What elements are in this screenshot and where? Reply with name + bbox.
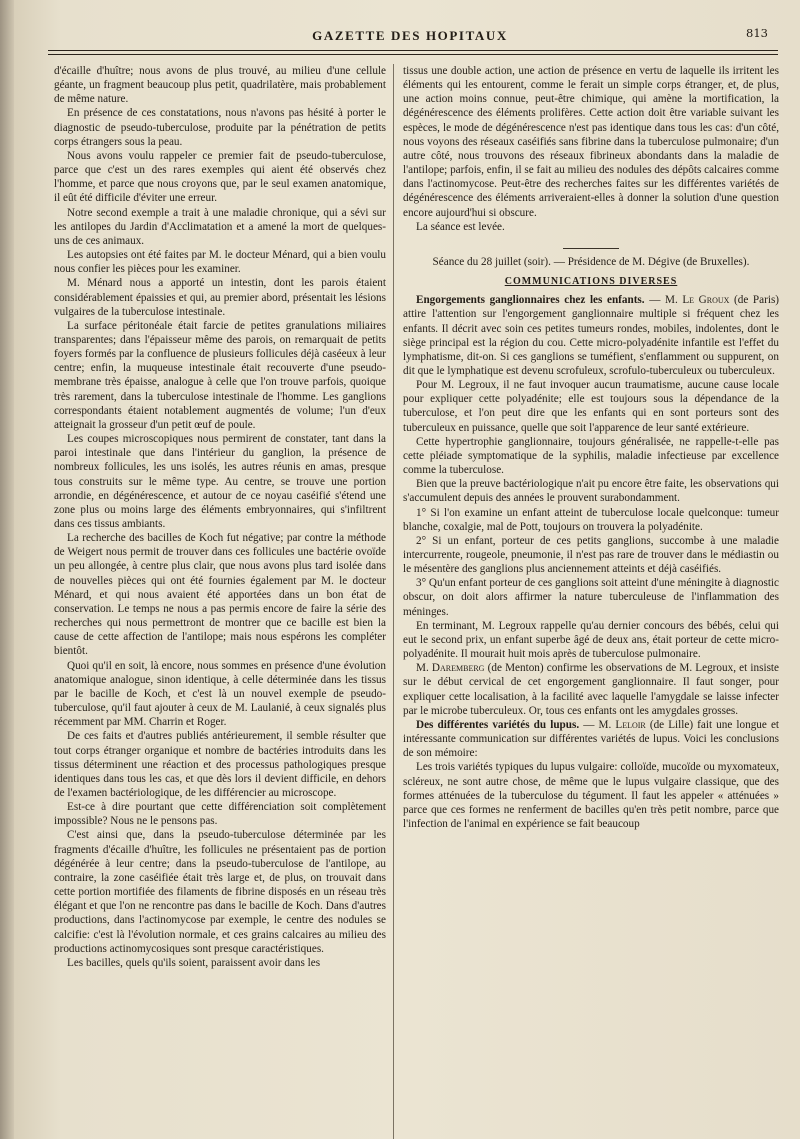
communication-item bbox=[403, 718, 779, 760]
paragraph: Est-ce à dire pourtant que cette différenciation soit complètement impossible? Nous ne le pensons pas. bbox=[54, 801, 386, 828]
journal-title: GAZETTE DES HOPITAUX bbox=[312, 28, 508, 43]
paragraph: Bien que la preuve bactériologique n'ait pu encore être faite, les observations qui s'accumulent depuis des années le prouvent surabondamment. bbox=[403, 478, 779, 505]
item-author: — M. Le Groux bbox=[649, 294, 730, 307]
paragraph: 3° Qu'un enfant porteur de ces ganglions soit atteint d'une méningite à diagnostic obscur, on doit alors affirmer la nature tuberculeuse de l'inflammation des méninges. bbox=[403, 577, 779, 618]
left-column bbox=[54, 64, 386, 1139]
header-rule-top bbox=[48, 50, 778, 51]
paragraph: C'est ainsi que, dans la pseudo-tuberculose déterminée par les fragments d'écaille d'huître, les follicules ne présentaient pas de portion dégénérée à leur centre; dans la pseudo-tuberculose de l'antilope, au contraire, la zone caséifiée était très large et, de plus, on trouvait dans cette portion mortifiée des filaments de fibrine disposés en un réseau très élégant et que l'on ne rencontre pas dans le bacille de Koch. Dans d'autres productions, dans l'actinomycose par exemple, le centre des nodules se calcifie: c'est là l'évolution normale, et ces grains calcaires au milieu des productions actinomycosiques sont presque caractéristiques. bbox=[54, 829, 386, 955]
paragraph: Cette hypertrophie ganglionnaire, toujours généralisée, ne rappelle-t-elle pas cette pléiade symptomatique de la syphilis, maladie infectieuse par excellence comme la tuberculose. bbox=[403, 435, 779, 477]
paragraph: En présence de ces constatations, nous n'avons pas hésité à porter le diagnostic de pseudo-tuberculose, produite par la pénétration de petits corps étrangers sous la peau. bbox=[54, 107, 386, 148]
item-author: — M. Leloir bbox=[583, 718, 646, 731]
paragraph: tissus une double action, une action de présence en vertu de laquelle ils irritent les éléments qui les entourent, comme le ferait un simple corps étranger, et, de plus, une action moins connue, peut-être chimique, qui amène la mortification, la dégénérescence des éléments prolifères. Cette action doit être variable suivant les espèces, le mode de dégénérescence n'est pas identique dans tous les cas: d'un côté, nous voyons des réseaux caséifiés sans fibrine dans la tuberculose pulmonaire; d'un autre côté, nous trouvons des réseaux fibrineux abondants dans la maladie de l'antilope; parfois, enfin, il se fait au milieu des nodules des dépôts calcaires comme dans l'actinomycose. Peut-être des recherches faites sur les différentes variétés de dégénérescence des éléments arriveraient-elles à donner la solution d'une question encore aujourd'hui si obscure. bbox=[403, 65, 779, 219]
page-binding-shadow bbox=[0, 0, 14, 1139]
paragraph: M. Ménard nous a apporté un intestin, dont les parois étaient considérablement épaissies et qui, au premier abord, présentait les lésions vulgaires de la tuberculose intestinale. bbox=[54, 277, 386, 318]
paragraph: 2° Si un enfant, porteur de ces petits ganglions, succombe à une maladie intercurrente, rougeole, pneumonie, il n'est pas rare de trouver dans le médiastin ou le mésentère des ganglions plus anciennement atteints et déjà caséifiés. bbox=[403, 534, 779, 576]
item-title: Engorgements ganglionnaires chez les enfants. bbox=[416, 294, 645, 307]
header-rule-bottom bbox=[48, 54, 778, 55]
paragraph: d'écaille d'huître; nous avons de plus trouvé, au milieu d'une cellule géante, un fragment beaucoup plus petit, quadrilatère, mais probablement de même nature. bbox=[54, 65, 386, 106]
communication-item bbox=[403, 293, 779, 378]
sitting-line: Séance du 28 juillet (soir). — Présidence de M. Dégive (de Bruxelles). bbox=[432, 255, 750, 268]
paragraph bbox=[403, 661, 779, 718]
paragraph: Les trois variétés typiques du lupus vulgaire: colloïde, mucoïde ou myxomateux, scléreux, ne sont autre chose, de même que le lupus vulgaire classique, que des formes atténuées de la tuberculose du tégument. Il faut les appeler « atténuées » parce que ces formes ne renferment de bacilles qu'en très petit nombre, parce que l'infection de l'animal en expérience se fait beaucoup bbox=[403, 761, 779, 830]
item-text: (de Paris) attire l'attention sur l'engorgement ganglionnaire multiple si fréquent chez les enfants. Il décrit avec soin ces petites tumeurs rondes, mobiles, indolentes, dont le siège principal est la région du cou. Cette micro-polyadénite infantile est l'effet du lymphatisme, dit-on. Si ces ganglions se tuméfient, s'enflamment ou suppurent, on dit que le lymphatique est devenu scrofuleux, scrofulo-tuberculeux ou tuberculeux. bbox=[403, 294, 779, 377]
paragraph: Pour M. Legroux, il ne faut invoquer aucun traumatisme, aucune cause locale pour expliquer cette polyadénite; elle est toujours sous la dépendance de la tuberculose, et l'on peut dire que les enfants qui en sont porteurs sont des tuberculeux en puissance, quelle que soit l'apparence de leur santé extérieure. bbox=[403, 379, 779, 434]
item-text: (de Lille) fait une longue et intéressante communication sur différentes variétés de lupus. Voici les conclusions de son mémoire: bbox=[403, 718, 779, 760]
adjournment-line: La séance est levée. bbox=[416, 220, 505, 233]
paragraph: La recherche des bacilles de Koch fut négative; par contre la méthode de Weigert nous permit de trouver dans ces follicules une bactérie ovoïde un peu allongée, à centre plus clair, que nous avons plus tard isolée dans de nouvelles pièces qui ont été fournies également par M. le docteur Ménard, et qui nous avaient été apportées dans un bon état de conservation. Le temps ne nous a pas permis encore de faire la série des recherches qui nous permettront de montrer que ce bacille est bien la cause de cette affection de l'antilope; mais nous espérons les compléter bientôt. bbox=[54, 532, 386, 658]
paragraph: Les autopsies ont été faites par M. le docteur Ménard, qui a bien voulu nous confier les pièces pour les examiner. bbox=[54, 249, 386, 276]
column-divider bbox=[393, 64, 394, 1139]
speaker-text: (de Menton) confirme les observations de M. Legroux, et insiste sur le début cervical de cet engorgement ganglionnaire. Il faut songer, pour expliquer cette localisation, à la facilité avec laquelle l'amygdale se laisse infecter par le microbe tuberculeux. Or, tous ces enfants ont les amygdales grosses. bbox=[403, 662, 779, 717]
section-separator bbox=[563, 238, 619, 249]
speaker-name: M. Daremberg bbox=[416, 662, 485, 675]
page-header bbox=[40, 22, 780, 46]
paragraph: La surface péritonéale était farcie de petites granulations miliaires transparentes; dans l'épaisseur même des parois, on remarquait de petits foyers formés par la confluence de plusieurs follicules déjà caséeux à leur centre; enfin, la muqueuse intestinale était recouverte d'une pseudo-membrane très épaisse, analogue à celle que l'on trouve parfois, quoique très rarement, dans la tuberculose intestinale de l'homme. Les ganglions correspondants étaient notablement augmentés de volume; l'un d'eux atteignait la grosseur d'un petit œuf de poule. bbox=[54, 319, 386, 431]
paragraph: Les bacilles, quels qu'ils soient, paraissent avoir dans les bbox=[67, 956, 321, 969]
paragraph: Quoi qu'il en soit, là encore, nous sommes en présence d'une évolution anatomique analogue, sinon identique, à celle déterminée dans les tissus par le bacille de Koch, et c'est là un nouvel exemple de pseudo-tuberculose, qu'il faut ajouter à ceux de M. Laulanié, à ceux signalés plus récemment par MM. Charrin et Roger. bbox=[54, 659, 386, 729]
item-title: Des différentes variétés du lupus. bbox=[416, 718, 580, 731]
section-heading: COMMUNICATIONS DIVERSES bbox=[504, 276, 678, 288]
paragraph: De ces faits et d'autres publiés antérieurement, il semble résulter que tout corps étranger organique et nombre de bactéries introduits dans les tissus déterminent une réaction et des processus pathologiques presque identiques dans tous les cas, et que dès lors il devient difficile, en dehors de l'examen bactériologique, de les différencier au microscope. bbox=[54, 730, 386, 799]
paragraph: 1° Si l'on examine un enfant atteint de tuberculose locale quelconque: tumeur blanche, coxalgie, mal de Pott, toujours on trouvera la polyadénite. bbox=[403, 506, 779, 533]
right-column bbox=[403, 64, 779, 1139]
paragraph: En terminant, M. Legroux rappelle qu'au dernier concours des bébés, celui qui eut le second prix, un enfant superbe âgé de deux ans, était porteur de cette micro-polyadénite. Il mourait huit mois après de tuberculose pulmonaire. bbox=[403, 619, 779, 661]
paragraph: Notre second exemple a trait à une maladie chronique, qui a sévi sur les antilopes du Jardin d'Acclimatation et a amené la mort de quelques-uns de ces animaux. bbox=[54, 206, 386, 247]
page-number: 813 bbox=[746, 26, 768, 40]
paragraph: Nous avons voulu rappeler ce premier fait de pseudo-tuberculose, parce que c'est un des rares exemples qui aient été observés chez l'homme, et parce que nous croyons que, par le seul examen anatomique, il eût été difficile d'éviter une erreur. bbox=[54, 149, 386, 205]
paragraph: Les coupes microscopiques nous permirent de constater, tant dans la paroi intestinale que dans l'intérieur du ganglion, la présence de nombreux follicules, les uns isolés, les autres réunis en amas, presque tous construits sur le même type. Au centre, se trouve une portion arrondie, en dégénérescence, et autour de ce noyau caséifié s'étend une zone plus ou moins large des éléments embryonnaires, qui s'infiltrent dans ces tissus ambiants. bbox=[54, 433, 386, 530]
